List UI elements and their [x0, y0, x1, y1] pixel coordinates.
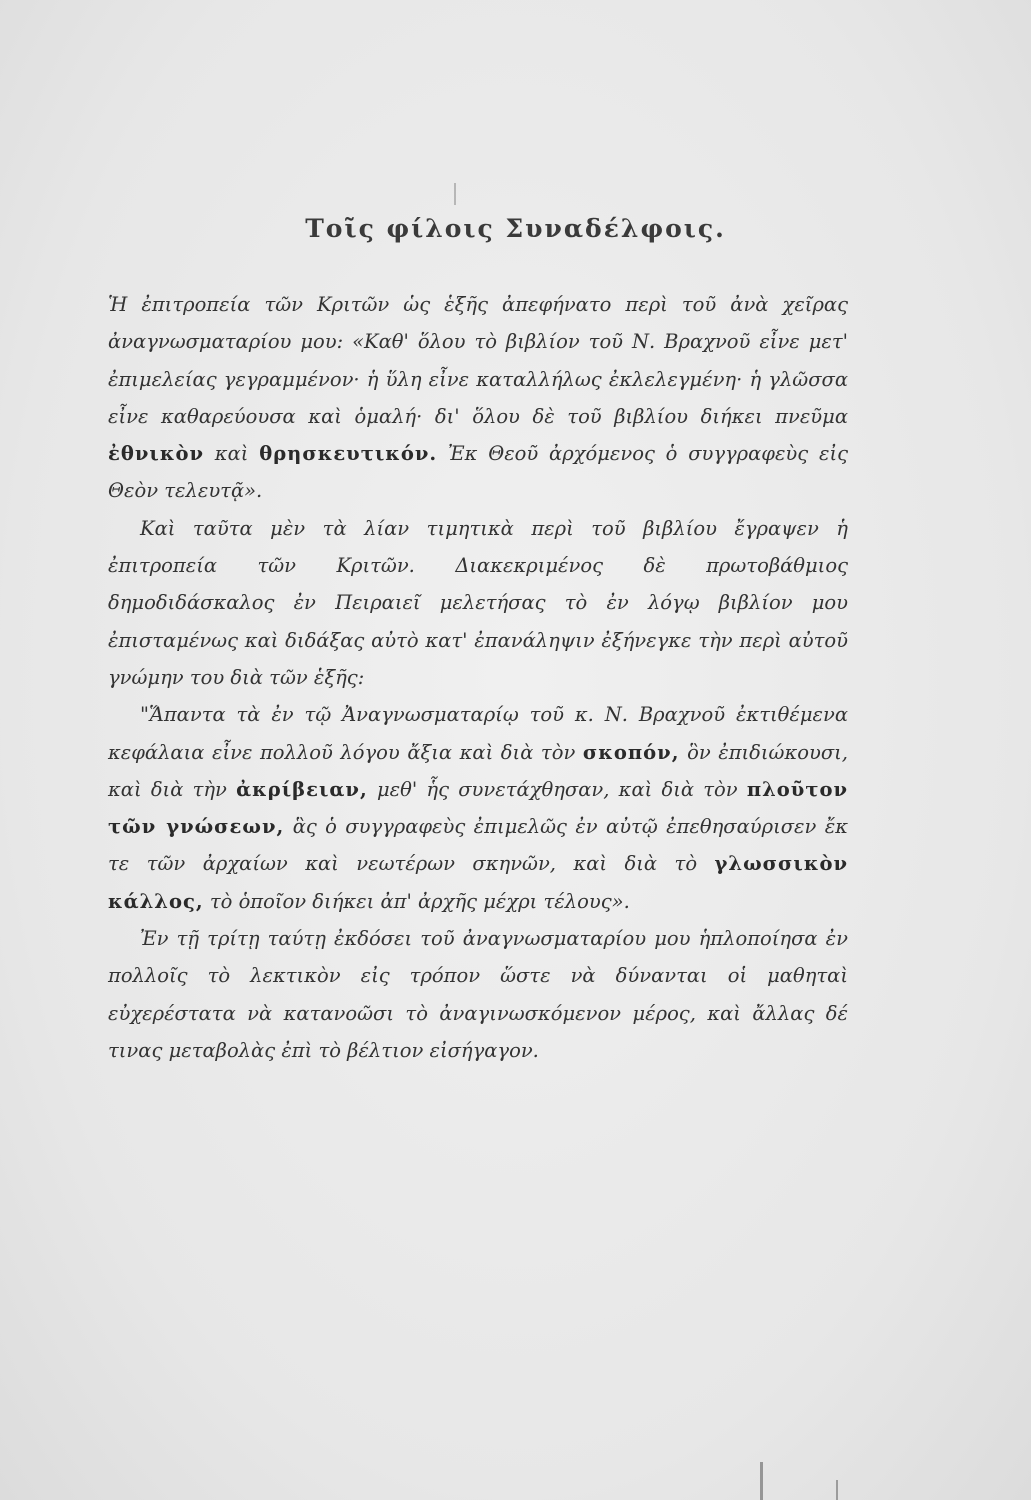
emphasis-purpose: σκοπόν, [582, 740, 680, 764]
emphasis-religious: θρησκευτικόν. [259, 442, 438, 466]
scan-mark-bottom [760, 1462, 763, 1500]
emphasis-accuracy: ἀκρίβειαν, [236, 777, 368, 801]
emphasis-linguistic-beauty: γλωσσικὸν κάλλος, [108, 852, 848, 913]
text-segment: μεθ' ἧς συνετάχθησαν, καὶ διὰ τὸν [376, 777, 738, 801]
text-segment: Ἐν τῇ τρίτῃ ταύτῃ ἐκδόσει τοῦ ἀναγνωσματαρίου μου ἡπλοποίησα ἐν πολλοῖς τὸ λεκτικὸν εἰς τρόπον ὥστε νὰ δύνανται οἱ μαθηταὶ εὐχερέστατα νὰ κατανοῶσι τὸ ἀναγινωσκόμενον μέρος, καὶ ἄλλας δέ τινας μεταβολὰς ἐπὶ τὸ βέλτιον εἰσήγαγον. [108, 927, 848, 1062]
text-segment: καὶ [214, 442, 249, 466]
text-segment: ὃν ἐπιδιώκουσι, καὶ διὰ τὴν [108, 740, 848, 801]
paragraph-committee [108, 286, 848, 510]
text-segment: "Ἅπαντα τὰ ἐν τῷ Ἀναγνωσματαρίῳ τοῦ κ. Ν. Βραχνοῦ ἐκτιθέμενα κεφάλαια εἶνε πολλοῦ λόγου ἄξια καὶ διὰ τὸν [108, 703, 848, 764]
page-title: Τοῖς φίλοις Συναδέλφοις. [305, 214, 726, 243]
text-segment: ἃς ὁ συγγραφεὺς ἐπιμελῶς ἐν αὐτῷ ἐπεθησαύρισεν ἔκ τε τῶν ἀρχαίων καὶ νεωτέρων σκηνῶν, καὶ διὰ τὸ [108, 815, 849, 876]
text-segment: Ἐκ Θεοῦ ἀρχόμενος ὁ συγγραφεὺς εἰς Θεὸν τελευτᾷ». [108, 442, 849, 503]
text-segment: Ἡ ἐπιτροπεία τῶν Κριτῶν ὡς ἑξῆς ἀπεφήνατο περὶ τοῦ ἀνὰ χεῖρας ἀναγνωσματαρίου μου: «Καθ' ὅλου τὸ βιβλίον τοῦ Ν. Βραχνοῦ εἶνε μετ' ἐπιμελείας γεγραμμένον· ἡ ὕλη εἶνε καταλλήλως ἐκλελεγμένη· ἡ γλῶσσα εἶνε καθαρεύουσα καὶ ὁμαλή· δι' ὅλου δὲ τοῦ βιβλίου διήκει πνεῦμα [108, 293, 848, 428]
text-segment: Καὶ ταῦτα μὲν τὰ λίαν τιμητικὰ περὶ τοῦ βιβλίου ἔγραψεν ἡ ἐπιτροπεία τῶν Κριτῶν. Διακεκριμένος δὲ πρωτοβάθμιος δημοδιδάσκαλος ἐν Πειραιεῖ μελετήσας τὸ ἐν λόγῳ βιβλίον μου ἐπισταμένως καὶ διδάξας αὐτὸ κατ' ἐπανάληψιν ἐξήνεγκε τὴν περὶ αὐτοῦ γνώμην του διὰ τῶν ἑξῆς: [108, 516, 848, 689]
text-segment: τὸ ὁποῖον διήκει ἀπ' ἀρχῆς μέχρι τέλους». [209, 889, 630, 913]
scan-mark-top [454, 183, 456, 205]
emphasis-national: ἐθνικὸν [108, 442, 204, 466]
document-body [108, 286, 848, 1069]
paragraph-third-edition [108, 920, 848, 1069]
scan-mark-bottom [836, 1480, 838, 1500]
emphasis-wealth-of-knowledge: πλοῦτον τῶν γνώσεων, [108, 777, 848, 839]
paragraph-teacher [108, 510, 848, 696]
paragraph-quote [108, 696, 848, 920]
